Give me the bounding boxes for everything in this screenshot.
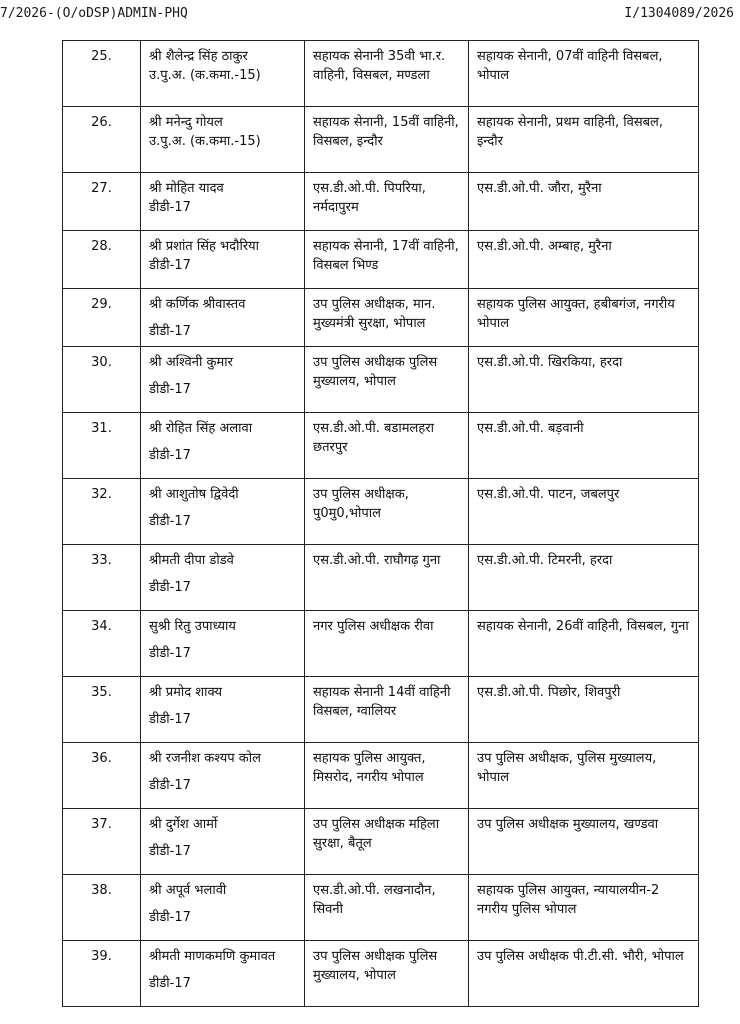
officer-name: श्री प्रशांत सिंह भदौरिया <box>149 239 260 254</box>
new-posting: सहायक सेनानी, प्रथम वाहिनी, विसबल, इन्दौर <box>469 107 699 173</box>
current-posting: सहायक सेनानी, 15वीं वाहिनी, विसबल, इन्दौर <box>305 107 469 173</box>
current-posting: एस.डी.ओ.पी. लखनादौन, सिवनी <box>305 875 469 941</box>
new-posting: सहायक पुलिस आयुक्त, हबीबगंज, नगरीय भोपाल <box>469 289 699 347</box>
new-posting: एस.डी.ओ.पी. पाटन, जबलपुर <box>469 479 699 545</box>
table-row <box>63 347 699 413</box>
officer-cell <box>141 479 305 545</box>
new-posting: उप पुलिस अधीक्षक पी.टी.सी. भौरी, भोपाल <box>469 941 699 1007</box>
current-posting: उप पुलिस अधीक्षक महिला सुरक्षा, बैतूल <box>305 809 469 875</box>
table-row <box>63 107 699 173</box>
table-row <box>63 41 699 107</box>
document-number: I/1304089/2026 <box>624 6 734 21</box>
officer-designation: डीडी-17 <box>149 382 191 397</box>
current-posting: उप पुलिस अधीक्षक, पु0मु0,भोपाल <box>305 479 469 545</box>
officer-cell <box>141 231 305 289</box>
officer-designation: डीडी-17 <box>149 324 191 339</box>
spacer <box>149 900 298 908</box>
officer-designation: डीडी-17 <box>149 580 191 595</box>
officer-designation: डीडी-17 <box>149 200 191 215</box>
officer-name: श्री अश्विनी कुमार <box>149 355 233 370</box>
serial-number: 32. <box>63 479 141 545</box>
serial-number: 36. <box>63 743 141 809</box>
file-reference: 7/2026-(O/oDSP)ADMIN-PHQ <box>0 6 188 21</box>
serial-number: 25. <box>63 41 141 107</box>
table-row <box>63 611 699 677</box>
current-posting: एस.डी.ओ.पी. राघौगढ़ गुना <box>305 545 469 611</box>
spacer <box>149 504 298 512</box>
new-posting: एस.डी.ओ.पी. अम्बाह, मुरैना <box>469 231 699 289</box>
new-posting: एस.डी.ओ.पी. टिमरनी, हरदा <box>469 545 699 611</box>
officer-designation: डीडी-17 <box>149 844 191 859</box>
officer-name: श्री मनेन्दु गोयल <box>149 115 223 130</box>
table-row <box>63 743 699 809</box>
officer-name: श्री प्रमोद शाक्य <box>149 685 222 700</box>
new-posting: एस.डी.ओ.पी. पिछोर, शिवपुरी <box>469 677 699 743</box>
officer-cell <box>141 809 305 875</box>
serial-number: 30. <box>63 347 141 413</box>
spacer <box>149 438 298 446</box>
officer-cell <box>141 107 305 173</box>
spacer <box>149 314 298 322</box>
officer-name: श्री आशुतोष द्विवेदी <box>149 487 239 502</box>
officer-cell <box>141 347 305 413</box>
serial-number: 29. <box>63 289 141 347</box>
table-row <box>63 545 699 611</box>
officer-designation: डीडी-17 <box>149 976 191 991</box>
new-posting: एस.डी.ओ.पी. जौरा, मुरैना <box>469 173 699 231</box>
officer-cell <box>141 611 305 677</box>
officer-name: श्री कर्णिक श्रीवास्तव <box>149 297 246 312</box>
spacer <box>149 570 298 578</box>
new-posting: उप पुलिस अधीक्षक, पुलिस मुख्यालय, भोपाल <box>469 743 699 809</box>
spacer <box>149 636 298 644</box>
table-row <box>63 875 699 941</box>
document-header <box>0 6 740 28</box>
officer-cell <box>141 41 305 107</box>
serial-number: 33. <box>63 545 141 611</box>
officer-designation: डीडी-17 <box>149 778 191 793</box>
officer-name: श्री शैलेन्द्र सिंह ठाकुर <box>149 49 248 64</box>
officer-name: श्री दुर्गेश आर्मो <box>149 817 218 832</box>
officer-designation: डीडी-17 <box>149 258 191 273</box>
spacer <box>149 372 298 380</box>
officer-cell <box>141 173 305 231</box>
officer-designation: उ.पु.अ. (क.कमा.-15) <box>149 68 261 83</box>
spacer <box>149 768 298 776</box>
serial-number: 31. <box>63 413 141 479</box>
spacer <box>149 834 298 842</box>
new-posting: एस.डी.ओ.पी. खिरकिया, हरदा <box>469 347 699 413</box>
officer-name: श्रीमती माणकमणि कुमावत <box>149 949 276 964</box>
officer-cell <box>141 875 305 941</box>
officer-name: श्री अपूर्व भलावी <box>149 883 227 898</box>
table-body <box>63 41 699 1007</box>
serial-number: 37. <box>63 809 141 875</box>
table-row <box>63 479 699 545</box>
table-row <box>63 231 699 289</box>
new-posting: सहायक सेनानी, 07वीं वाहिनी विसबल, भोपाल <box>469 41 699 107</box>
officer-cell <box>141 413 305 479</box>
spacer <box>149 702 298 710</box>
officer-designation: डीडी-17 <box>149 910 191 925</box>
serial-number: 28. <box>63 231 141 289</box>
officer-name: सुश्री रितु उपाध्याय <box>149 619 236 634</box>
current-posting: उप पुलिस अधीक्षक पुलिस मुख्यालय, भोपाल <box>305 347 469 413</box>
officer-name: श्री मोहित यादव <box>149 181 224 196</box>
officer-cell <box>141 677 305 743</box>
transfer-table <box>62 40 699 1007</box>
spacer <box>149 966 298 974</box>
table-row <box>63 413 699 479</box>
table-row <box>63 173 699 231</box>
current-posting: सहायक सेनानी 14वीं वाहिनी विसबल, ग्वालियर <box>305 677 469 743</box>
table-row <box>63 677 699 743</box>
serial-number: 26. <box>63 107 141 173</box>
new-posting: सहायक पुलिस आयुक्त, न्यायालयीन-2 नगरीय पुलिस भोपाल <box>469 875 699 941</box>
table-row <box>63 289 699 347</box>
officer-name: श्रीमती दीपा डोडवे <box>149 553 234 568</box>
officer-designation: डीडी-17 <box>149 646 191 661</box>
officer-designation: डीडी-17 <box>149 448 191 463</box>
current-posting: एस.डी.ओ.पी. पिपरिया, नर्मदापुरम <box>305 173 469 231</box>
officer-name: श्री रोहित सिंह अलावा <box>149 421 253 436</box>
new-posting: एस.डी.ओ.पी. बड़वानी <box>469 413 699 479</box>
officer-designation: उ.पु.अ. (क.कमा.-15) <box>149 134 261 149</box>
officer-designation: डीडी-17 <box>149 712 191 727</box>
serial-number: 38. <box>63 875 141 941</box>
officer-cell <box>141 941 305 1007</box>
serial-number: 34. <box>63 611 141 677</box>
serial-number: 35. <box>63 677 141 743</box>
serial-number: 27. <box>63 173 141 231</box>
officer-cell <box>141 289 305 347</box>
new-posting: उप पुलिस अधीक्षक मुख्यालय, खण्डवा <box>469 809 699 875</box>
serial-number: 39. <box>63 941 141 1007</box>
table-row <box>63 941 699 1007</box>
current-posting: सहायक सेनानी 35वी भा.र. वाहिनी, विसबल, मण्डला <box>305 41 469 107</box>
officer-name: श्री रजनीश कश्यप कोल <box>149 751 261 766</box>
officer-cell <box>141 743 305 809</box>
officer-cell <box>141 545 305 611</box>
officer-designation: डीडी-17 <box>149 514 191 529</box>
current-posting: नगर पुलिस अधीक्षक रीवा <box>305 611 469 677</box>
current-posting: उप पुलिस अधीक्षक, मान. मुख्यमंत्री सुरक्षा, भोपाल <box>305 289 469 347</box>
current-posting: सहायक पुलिस आयुक्त, मिसरोद, नगरीय भोपाल <box>305 743 469 809</box>
new-posting: सहायक सेनानी, 26वीं वाहिनी, विसबल, गुना <box>469 611 699 677</box>
table-row <box>63 809 699 875</box>
current-posting: सहायक सेनानी, 17वीं वाहिनी, विसबल भिण्ड <box>305 231 469 289</box>
current-posting: उप पुलिस अधीक्षक पुलिस मुख्यालय, भोपाल <box>305 941 469 1007</box>
current-posting: एस.डी.ओ.पी. बडामलहरा छतरपुर <box>305 413 469 479</box>
